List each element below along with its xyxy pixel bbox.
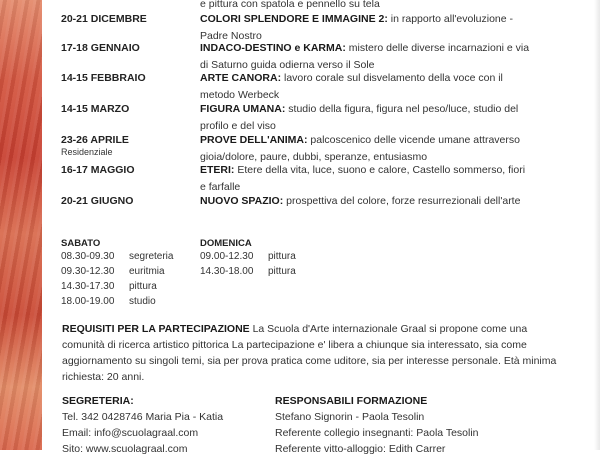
page-edge-shadow [594,0,600,450]
schedule-time: 09.00-12.30 [200,251,254,262]
program-item-5-date: 23-26 APRILE [61,134,129,146]
secretariat-website: Sito: www.scuolagraal.com [62,443,188,455]
secretariat-phone: Tel. 342 0428746 Maria Pia - Katia [62,411,224,423]
schedule-activity: studio [129,296,156,307]
program-item-2-desc [200,40,530,73]
saturday-schedule [61,249,173,309]
schedule-time: 14.30-18.00 [200,266,254,277]
schedule-row [61,264,173,279]
program-item-0-text: e pittura con spatola e pennello su tela [200,0,380,10]
program-item-1-title: COLORI SPLENDORE E IMMAGINE 2: [200,13,388,25]
program-item-3-text: lavoro corale sul disvelamento della voce con il metodo Werbeck [200,72,503,101]
program-item-4-date: 14-15 MARZO [61,103,130,115]
schedule-row [61,249,173,264]
schedule-time: 08.30-09.30 [61,251,115,262]
decorative-painting-strip [0,0,42,450]
program-item-7-date: 20-21 GIUGNO [61,195,134,207]
schedule-activity: pittura [268,251,296,262]
requirements-heading: REQUISITI PER LA PARTECIPAZIONE [62,323,250,335]
requirements-paragraph [62,321,562,385]
program-item-7-desc [200,193,530,210]
secretariat-email: Email: info@scuolagraal.com [62,427,199,439]
schedule-time: 18.00-19.00 [61,296,115,307]
program-item-6-date: 16-17 MAGGIO [61,164,135,176]
schedule-row [61,294,173,309]
program-item-5-text: palcoscenico delle vicende umane attraverso gioia/dolore, paure, dubbi, speranze, entusiasmo [200,134,520,163]
schedule-activity: pittura [268,266,296,277]
schedule-activity: euritmia [129,266,165,277]
program-item-5-sub: Residenziale [61,147,113,157]
schedule-row [200,264,296,279]
program-item-4-title: FIGURA UMANA: [200,103,286,115]
program-item-1-date: 20-21 DICEMBRE [61,13,147,25]
schedule-row [200,249,296,264]
schedule-activity: segreteria [129,251,174,262]
schedule-row [61,279,173,294]
program-item-3-date: 14-15 FEBBRAIO [61,72,146,84]
schedule-time: 14.30-17.30 [61,281,115,292]
program-item-4-desc [200,101,530,134]
program-item-7-text: prospettiva del colore, forze resurrezionali dell'arte [286,195,521,207]
program-item-7-title: NUOVO SPAZIO: [200,195,284,207]
program-item-6-text: Etere della vita, luce, suono e calore, Castello sommerso, fiori e farfalle [200,164,526,193]
secretariat-heading: SEGRETERIA: [62,395,134,407]
schedule-activity: pittura [129,281,157,292]
program-item-2-text: mistero delle diverse incarnazioni e via di Saturno guida odierna verso il Sole [200,42,530,71]
training-block [275,393,565,457]
training-line: Referente collegio insegnanti: Paola Tesolin [275,427,479,439]
program-item-6-desc [200,162,530,195]
program-item-4-text: studio della figura, figura nel peso/luce, studio del profilo e del viso [200,103,519,132]
training-line: Stefano Signorin - Paola Tesolin [275,411,425,423]
training-line: Referente vitto-alloggio: Edith Carrer [275,443,446,455]
program-item-5-desc [200,132,530,165]
program-item-3-desc [200,70,530,103]
program-item-2-title: INDACO-DESTINO e KARMA: [200,42,346,54]
program-item-2-date: 17-18 GENNAIO [61,42,140,54]
sunday-schedule [200,249,296,279]
training-heading: RESPONSABILI FORMAZIONE [275,395,428,407]
schedule-time: 09.30-12.30 [61,266,115,277]
program-item-6-title: ETERI: [200,164,235,176]
secretariat-block [62,393,262,457]
sunday-heading: DOMENICA [200,238,252,249]
requirements-text: La Scuola d'Arte internazionale Graal si propone come una comunità di ricerca artistico pittorica La partecipazione e' libera a chiunque sia interessato, sia come aggiornamento su singoli temi, sia per prova pratica come uditore, sia per interesse personale. Età minima richiesta: 20 anni. [62,323,557,383]
program-item-1-text: in rapporto all'evoluzione - Padre Nostro [200,13,514,42]
program-item-5-title: PROVE DELL'ANIMA: [200,134,308,146]
program-item-3-title: ARTE CANORA: [200,72,282,84]
saturday-heading: SABATO [61,238,101,249]
